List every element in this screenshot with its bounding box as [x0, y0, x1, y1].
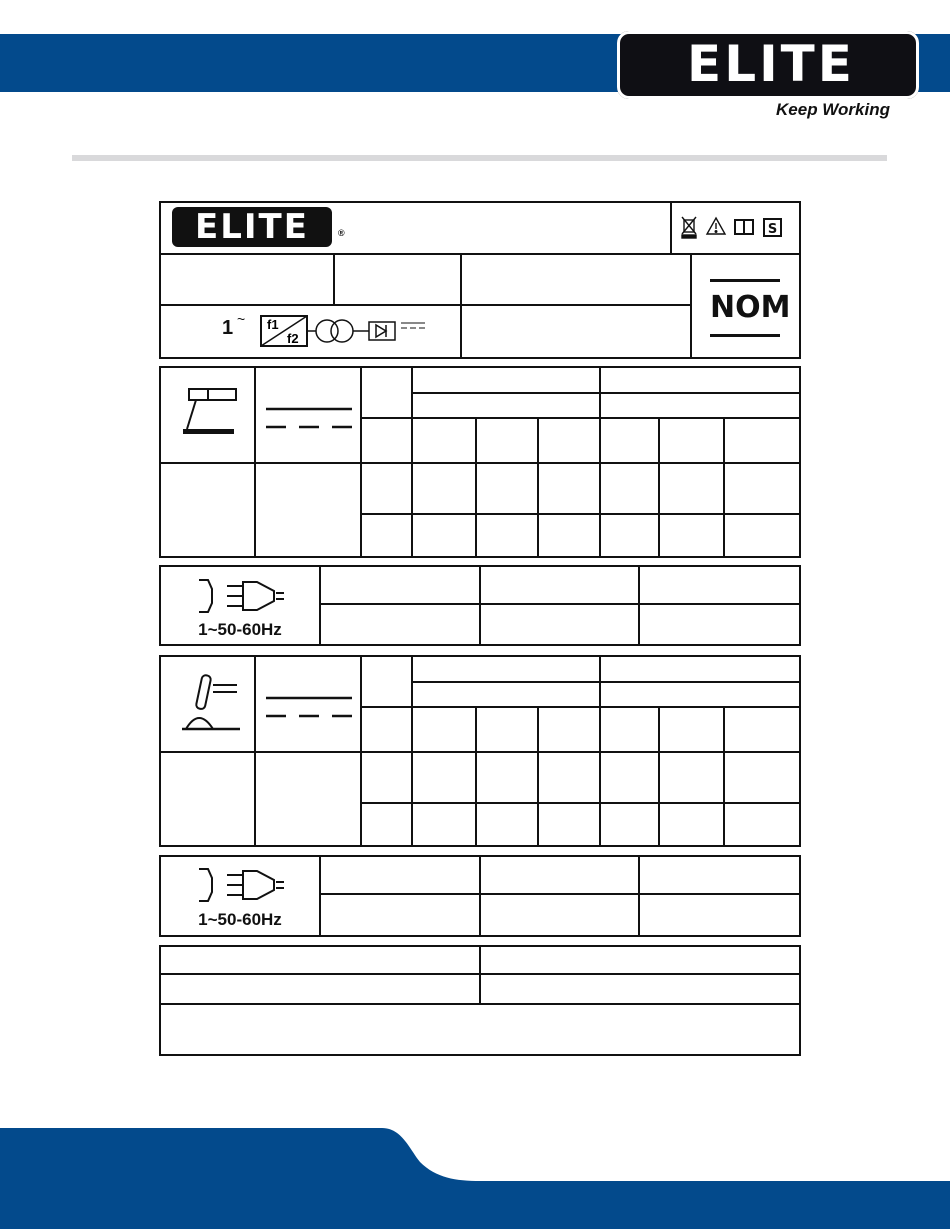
footer-band — [0, 1128, 950, 1229]
dc-symbol-icon — [266, 405, 352, 431]
divider — [475, 417, 477, 558]
mma-electrode-icon — [180, 384, 242, 440]
divider — [537, 706, 539, 847]
plug-icon — [196, 577, 288, 615]
manual-icon — [735, 220, 753, 234]
supply-frequency: 1~50-60Hz — [198, 910, 282, 929]
weee-bin-icon — [682, 217, 696, 238]
divider — [360, 513, 801, 515]
compliance-icons — [679, 214, 787, 242]
supply-frequency: 1~50-60Hz — [198, 620, 282, 639]
divider — [411, 681, 801, 683]
divider — [638, 565, 640, 646]
svg-text:f1: f1 — [267, 317, 279, 332]
divider — [319, 855, 321, 937]
divider — [360, 706, 801, 708]
transformer-icon — [316, 320, 353, 342]
dc-output-icon — [401, 323, 425, 328]
divider — [159, 462, 801, 464]
tig-torch-icon — [180, 671, 242, 733]
brand-tagline: Keep Working — [776, 100, 890, 119]
svg-text:f2: f2 — [287, 331, 299, 346]
divider — [411, 392, 801, 394]
divider — [460, 253, 462, 359]
divider — [658, 706, 660, 847]
divider — [159, 973, 801, 975]
divider — [460, 304, 692, 306]
divider — [159, 1003, 801, 1005]
nom-underline — [710, 334, 780, 337]
divider — [723, 417, 725, 558]
divider — [723, 706, 725, 847]
warning-icon — [707, 218, 725, 234]
divider — [479, 945, 481, 1005]
divider — [670, 201, 672, 255]
divider — [690, 253, 692, 359]
divider — [658, 417, 660, 558]
divider — [537, 417, 539, 558]
divider — [159, 253, 801, 255]
divider — [319, 893, 801, 895]
plate-logo: ELITE — [172, 207, 332, 247]
divider — [319, 603, 801, 605]
nom-mark: NOM — [710, 290, 791, 325]
header-rule — [72, 155, 887, 161]
frequency-converter-icon — [261, 316, 307, 346]
divider — [479, 565, 481, 646]
divider — [638, 855, 640, 937]
divider — [479, 855, 481, 937]
divider — [159, 304, 461, 306]
divider — [319, 565, 321, 646]
divider — [333, 253, 335, 305]
rectifier-icon — [369, 322, 395, 340]
s-mark-icon — [764, 219, 781, 237]
dc-symbol-icon — [266, 694, 352, 720]
divider — [475, 706, 477, 847]
converter-diagram — [259, 314, 429, 348]
svg-text:S: S — [767, 222, 778, 237]
registered-mark: ® — [338, 228, 345, 238]
plug-icon — [196, 866, 288, 904]
phase-number: 1 — [222, 317, 234, 339]
divider — [159, 751, 801, 753]
brand-logo: ELITE — [687, 35, 855, 93]
tilde-symbol: ~ — [237, 311, 246, 327]
divider — [360, 802, 801, 804]
divider — [360, 417, 801, 419]
